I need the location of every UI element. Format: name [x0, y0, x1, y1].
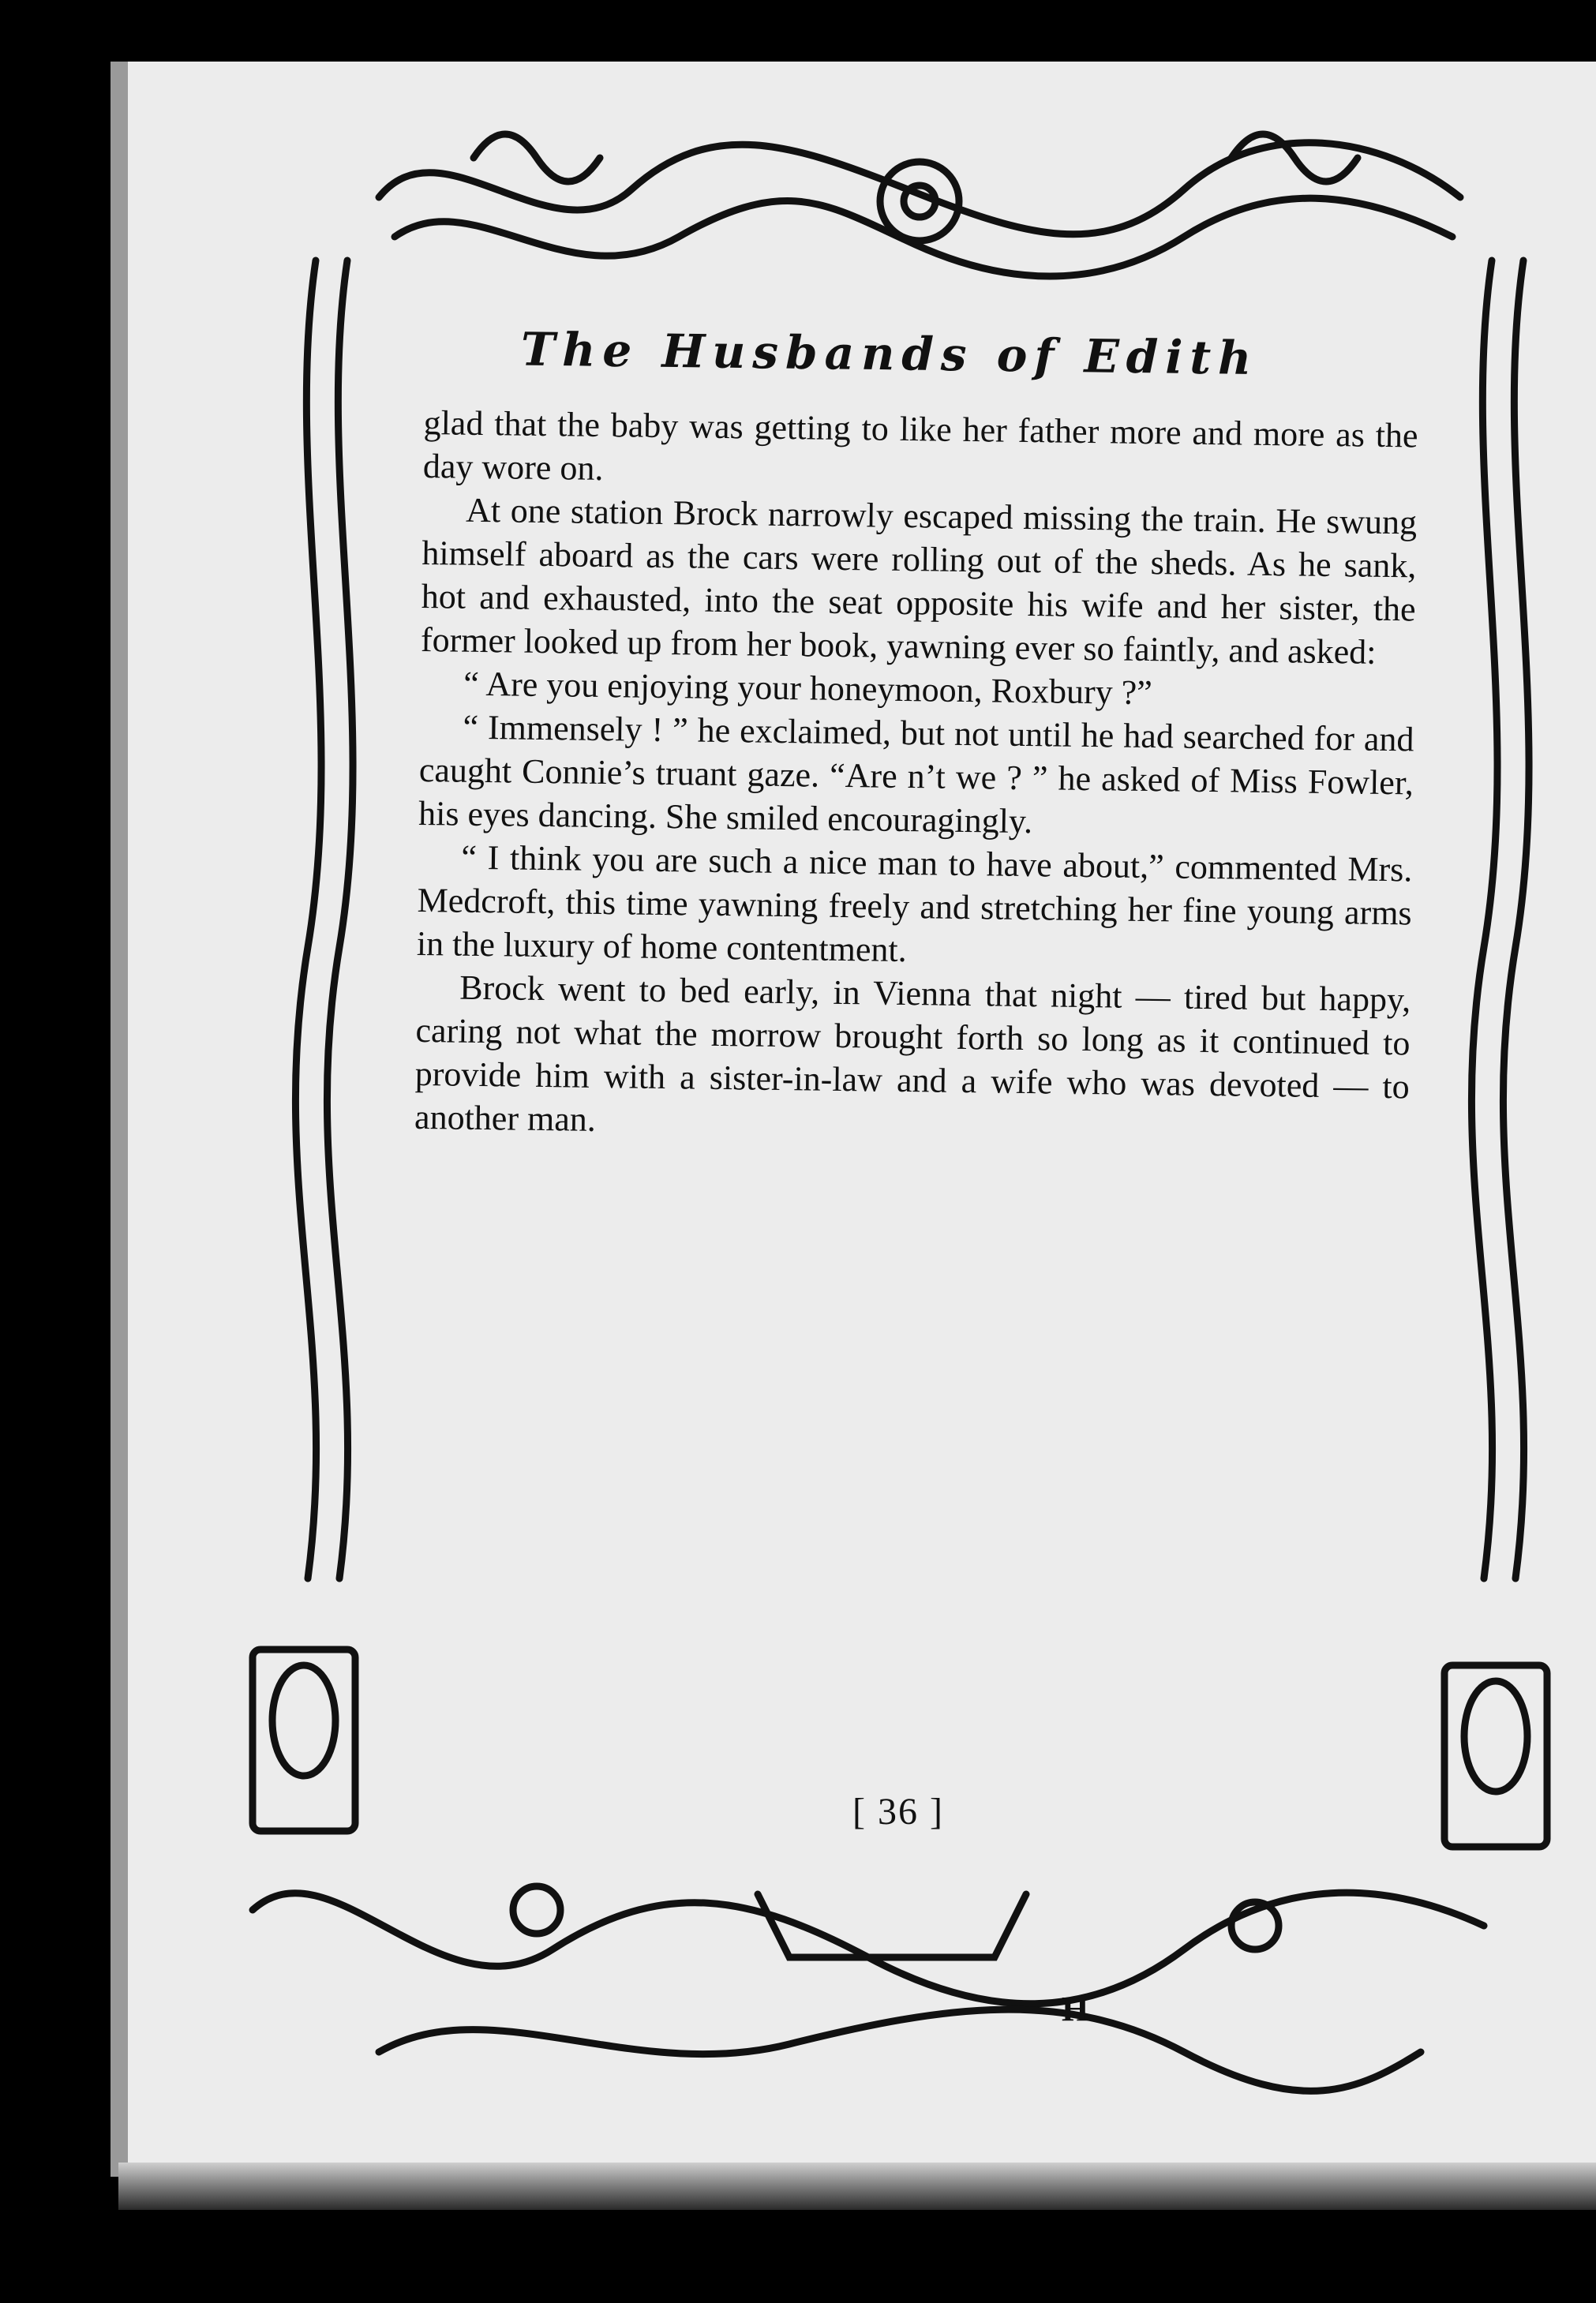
body-text: [414, 401, 1418, 1152]
page-number: [ 36 ]: [852, 1791, 944, 1833]
paragraph: glad that the baby was getting to like her father more and more as the day wore on.: [422, 403, 1418, 488]
monogram: H: [1062, 1990, 1089, 2028]
paragraph: “ I think you are such a nice man to have about,” commented Mrs. Medcroft, this time yawning freely and stretching her fine young arms in the luxury of home contentment.: [416, 837, 1413, 970]
paragraph: “ Immensely ! ” he exclaimed, but not until he had searched for and caught Connie’s truant gaze. “Are n’t we ? ” he asked of Miss Fowler, his eyes dancing. She smiled encouragingly.: [418, 707, 1414, 841]
paragraph: At one station Brock narrowly escaped missing the train. He swung himself aboard as the cars were rolling out of the sheds. As he sank, hot and exhausted, into the seat opposite his wife and her sister, the former looked up from her book, yawning ever so faintly, and asked:: [420, 490, 1418, 672]
paragraph: Brock went to bed early, in Vienna that night — tired but happy, caring not what the morrow brought forth so long as it continued to provide him with a sister-in-law and a wife who was devoted — to another man.: [414, 968, 1411, 1139]
running-head: The Husbands of Edith: [520, 322, 1259, 385]
paragraph: “ Are you enjoying your honeymoon, Roxbury ?”: [463, 664, 1153, 713]
